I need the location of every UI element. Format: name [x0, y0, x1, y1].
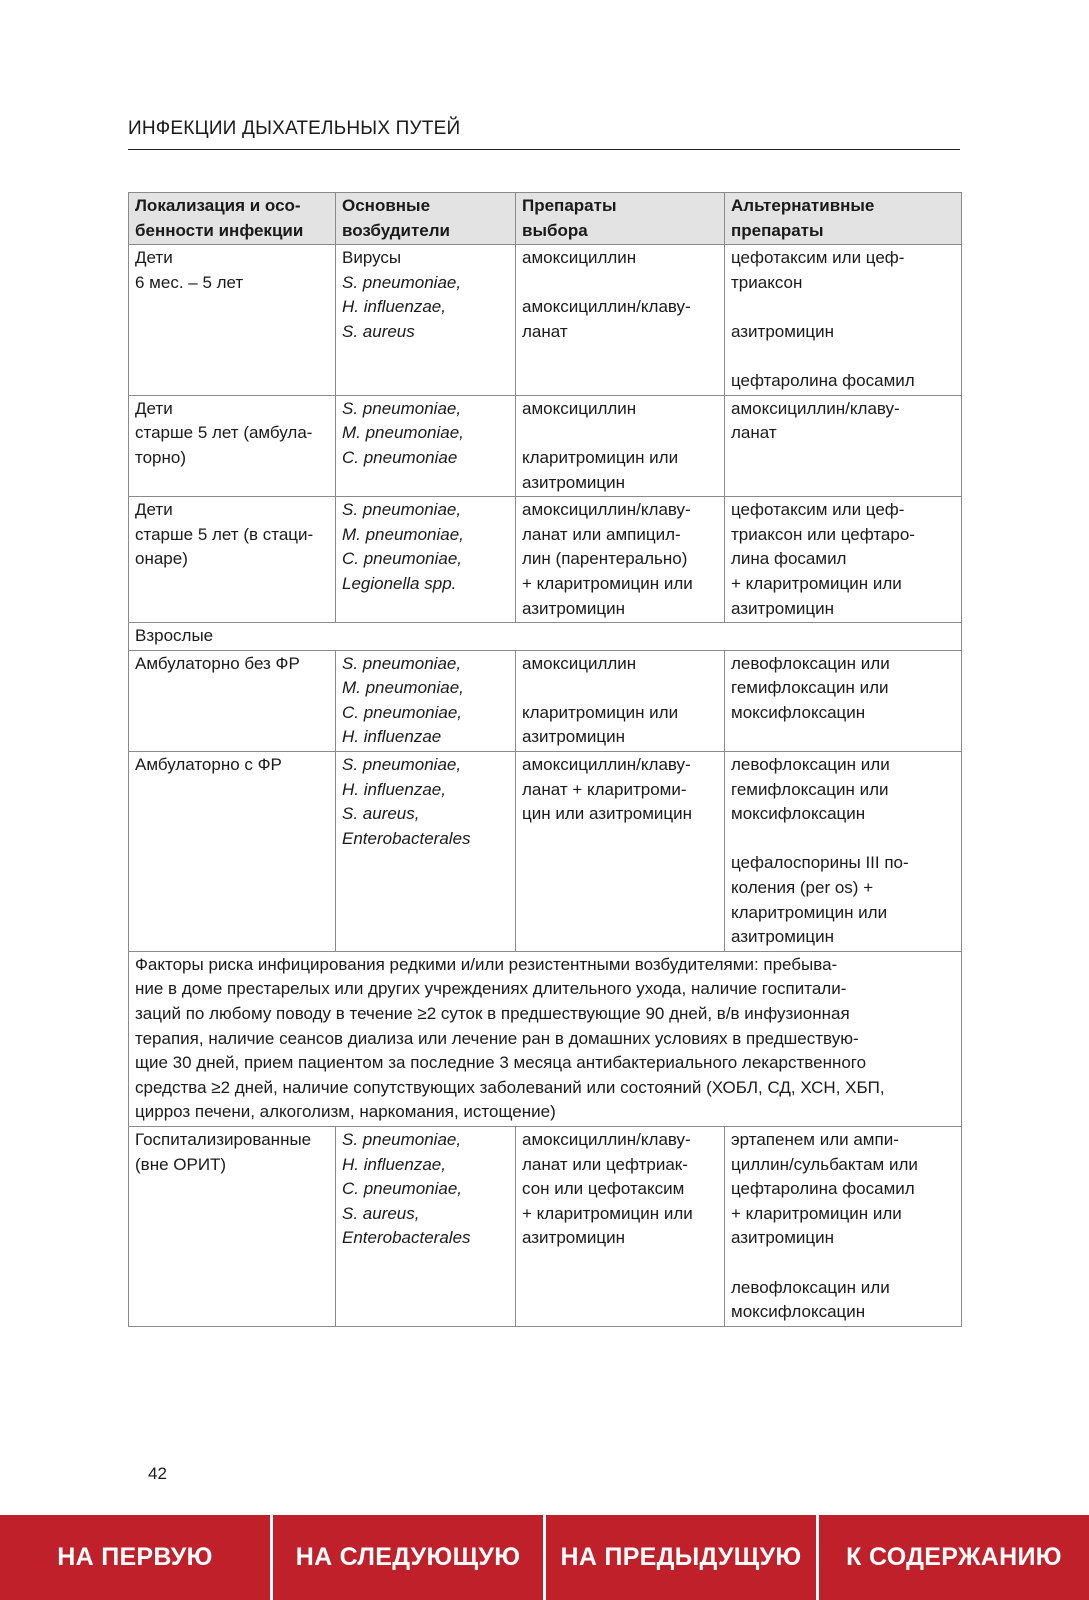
cell-first-line — [516, 245, 725, 396]
cell-line: цефотаксим или цеф- — [731, 248, 905, 268]
cell-line: азитромицин — [731, 927, 835, 947]
cell-line: + кларитромицин или — [522, 573, 693, 593]
header-alternative-drugs — [725, 193, 962, 245]
cell-line: C. pneumoniae, — [342, 1179, 463, 1199]
cell-line: цин или азитромицин — [522, 804, 693, 824]
cell-line: старше 5 лет (амбула- — [135, 423, 313, 443]
cell-line: моксифлоксацин — [731, 1302, 866, 1322]
cell-line: + кларитромицин или — [522, 1203, 693, 1223]
cell-line: H. influenzae — [342, 727, 442, 747]
page-title: ИНФЕКЦИИ ДЫХАТЕЛЬНЫХ ПУТЕЙ — [128, 118, 461, 139]
cell-line: амоксициллин — [522, 398, 637, 418]
page-header — [128, 118, 960, 150]
cell-localization — [129, 1126, 336, 1326]
cell-line: азитромицин — [522, 598, 626, 618]
cell-line: онаре) — [135, 549, 188, 569]
nav-previous-button[interactable]: НА ПРЕДЫДУЩУЮ — [546, 1515, 816, 1600]
header-line: Препараты — [522, 196, 617, 215]
table-row — [129, 395, 962, 496]
cell-line: амоксициллин — [522, 248, 637, 268]
table-row — [129, 752, 962, 952]
section-row — [129, 623, 962, 651]
table-row — [129, 497, 962, 623]
nav-contents-button[interactable]: К СОДЕРЖАНИЮ — [819, 1515, 1089, 1600]
header-line: Локализация и осо- — [135, 196, 301, 215]
cell-alternative — [725, 497, 962, 623]
cell-pathogens — [336, 245, 516, 396]
cell-line: C. pneumoniae, — [342, 702, 463, 722]
cell-line: амоксициллин — [522, 653, 637, 673]
note-line: Факторы риска инфицирования редкими и/или резистентными возбудителями: пребыва- — [135, 954, 838, 974]
cell-first-line — [516, 1126, 725, 1326]
cell-first-line — [516, 395, 725, 496]
cell-line: S. pneumoniae, — [342, 653, 462, 673]
cell-pathogens — [336, 395, 516, 496]
cell-line: амоксициллин/клаву- — [522, 297, 691, 317]
cell-line: цефтаролина фосамил — [731, 371, 915, 391]
header-line: возбудители — [342, 220, 450, 240]
cell-line: H. influenzae, — [342, 779, 446, 799]
cell-line: S. pneumoniae, — [342, 1129, 462, 1149]
risk-factors-note — [129, 951, 962, 1126]
cell-line: амоксициллин/клаву- — [522, 500, 691, 520]
cell-line: S. aureus — [342, 321, 415, 341]
cell-localization — [129, 497, 336, 623]
cell-line — [731, 345, 955, 370]
cell-line: H. influenzae, — [342, 1154, 446, 1174]
cell-line: ланат или ампицил- — [522, 524, 681, 544]
cell-line: амоксициллин/клаву- — [731, 398, 900, 418]
cell-line: гемифлоксацин или — [731, 678, 889, 698]
cell-line: цефалоспорины III по- — [731, 853, 909, 873]
cell-line: S. pneumoniae, — [342, 272, 462, 292]
cell-line: Legionella spp. — [342, 573, 457, 593]
cell-localization — [129, 650, 336, 751]
cell-line: ланат или цефтриак- — [522, 1154, 688, 1174]
cell-line: лин (парентерально) — [522, 549, 688, 569]
cell-line: M. pneumoniae, — [342, 423, 464, 443]
cell-line — [731, 295, 955, 320]
table-row — [129, 650, 962, 751]
cell-line: левофлоксацин или — [731, 1277, 890, 1297]
note-line: цирроз печени, алкоголизм, наркомания, истощение) — [135, 1102, 556, 1122]
cell-first-line — [516, 752, 725, 952]
cell-line: ланат — [522, 321, 568, 341]
cell-line: S. pneumoniae, — [342, 398, 462, 418]
cell-line: азитромицин — [522, 472, 626, 492]
cell-line: моксифлоксацин — [731, 804, 866, 824]
header-line: Альтернативные — [731, 196, 875, 215]
cell-line: гемифлоксацин или — [731, 779, 889, 799]
note-line: ние в доме престарелых или других учреждениях длительного ухода, наличие госпитали- — [135, 979, 847, 999]
cell-line: M. pneumoniae, — [342, 524, 464, 544]
header-pathogens — [336, 193, 516, 245]
cell-line: C. pneumoniae, — [342, 549, 463, 569]
header-localization — [129, 193, 336, 245]
cell-line: старше 5 лет (в стаци- — [135, 524, 314, 544]
cell-line: Enterobacterales — [342, 1228, 471, 1248]
cell-line: C. pneumoniae — [342, 447, 458, 467]
note-line: средства ≥2 дней, наличие сопутствующих заболеваний или состояний (ХОБЛ, СД, ХСН, ХБП, — [135, 1077, 885, 1097]
cell-alternative — [725, 395, 962, 496]
cell-line: левофлоксацин или — [731, 755, 890, 775]
header-line: Основные — [342, 196, 431, 215]
cell-line: S. aureus, — [342, 1203, 420, 1223]
cell-line: + кларитромицин или — [731, 573, 902, 593]
header-first-line-drugs — [516, 193, 725, 245]
cell-pathogens — [336, 752, 516, 952]
cell-line: триаксон — [731, 272, 803, 292]
cell-line: амоксициллин/клаву- — [522, 1129, 691, 1149]
cell-line: кларитромицин или — [731, 902, 888, 922]
cell-line: Дети — [135, 398, 173, 418]
cell-line: Амбулаторно без ФР — [135, 653, 300, 673]
cell-line: лина фосамил — [731, 549, 847, 569]
cell-line: M. pneumoniae, — [342, 678, 464, 698]
cell-alternative — [725, 245, 962, 396]
cell-line: Вирусы — [342, 248, 402, 268]
cell-line: кларитромицин или — [522, 447, 679, 467]
cell-line: азитромицин — [731, 1228, 835, 1248]
cell-alternative — [725, 752, 962, 952]
cell-localization — [129, 245, 336, 396]
cell-line: S. aureus, — [342, 804, 420, 824]
cell-line — [522, 421, 718, 446]
cell-line: сон или цефотаксим — [522, 1179, 685, 1199]
page-number: 42 — [148, 1464, 167, 1483]
nav-first-button[interactable]: НА ПЕРВУЮ — [0, 1515, 270, 1600]
header-line: бенности инфекции — [135, 220, 304, 240]
cell-line — [731, 1251, 955, 1276]
cell-localization — [129, 395, 336, 496]
cell-line: (вне ОРИТ) — [135, 1154, 227, 1174]
note-line: щие 30 дней, прием пациентом за последние 3 месяца антибактериального лекарственного — [135, 1053, 867, 1073]
header-line: препараты — [731, 220, 824, 240]
cell-line: цефотаксим или цеф- — [731, 500, 905, 520]
cell-line — [522, 271, 718, 296]
cell-line: эртапенем или ампи- — [731, 1129, 899, 1149]
cell-line: левофлоксацин или — [731, 653, 890, 673]
cell-line: цефтаролина фосамил — [731, 1179, 915, 1199]
risk-factors-note-row — [129, 951, 962, 1126]
table-row — [129, 245, 962, 396]
table-header-row — [129, 193, 962, 245]
cell-line: ланат — [731, 423, 777, 443]
cell-alternative — [725, 1126, 962, 1326]
cell-line: Дети — [135, 248, 173, 268]
cell-first-line — [516, 497, 725, 623]
note-line: заций по любому поводу в течение ≥2 суток в предшествующие 90 дней, в/в инфузионная — [135, 1004, 850, 1023]
cell-line: S. pneumoniae, — [342, 500, 462, 520]
cell-line: азитромицин — [522, 1228, 626, 1248]
cell-line: триаксон или цефтаро- — [731, 524, 915, 544]
cell-line: + кларитромицин или — [731, 1203, 902, 1223]
cell-alternative — [725, 650, 962, 751]
cell-line: торно) — [135, 447, 187, 467]
navigation-bar — [0, 1515, 1089, 1600]
cell-line — [731, 827, 955, 852]
cell-pathogens — [336, 497, 516, 623]
cell-line: 6 мес. – 5 лет — [135, 272, 244, 292]
section-label: Взрослые — [129, 623, 962, 651]
cell-line: H. influenzae, — [342, 297, 446, 317]
cell-line: кларитромицин или — [522, 702, 679, 722]
cell-pathogens — [336, 650, 516, 751]
cell-line: ланат + кларитроми- — [522, 779, 687, 799]
cell-localization — [129, 752, 336, 952]
cell-pathogens — [336, 1126, 516, 1326]
header-line: выбора — [522, 220, 588, 240]
cell-line: амоксициллин/клаву- — [522, 755, 691, 775]
cell-line: S. pneumoniae, — [342, 755, 462, 775]
note-line: терапия, наличие сеансов диализа или лечение ран в домашних условиях в предшествую- — [135, 1028, 859, 1048]
table-row — [129, 1126, 962, 1326]
nav-next-button[interactable]: НА СЛЕДУЮЩУЮ — [273, 1515, 543, 1600]
cell-line: Дети — [135, 500, 173, 520]
cell-line: азитромицин — [731, 598, 835, 618]
cell-line: коления (per os) + — [731, 878, 874, 898]
cell-line: Enterobacterales — [342, 828, 471, 848]
cell-line: Госпитализированные — [135, 1129, 312, 1149]
cell-line — [522, 676, 718, 701]
cell-line: азитромицин — [522, 727, 626, 747]
cell-first-line — [516, 650, 725, 751]
table-body — [129, 245, 962, 1327]
cell-line: циллин/сульбактам или — [731, 1154, 918, 1174]
antibiotic-table — [128, 192, 962, 1327]
cell-line: Амбулаторно с ФР — [135, 755, 282, 775]
cell-line: моксифлоксацин — [731, 702, 866, 722]
cell-line: азитромицин — [731, 321, 835, 341]
